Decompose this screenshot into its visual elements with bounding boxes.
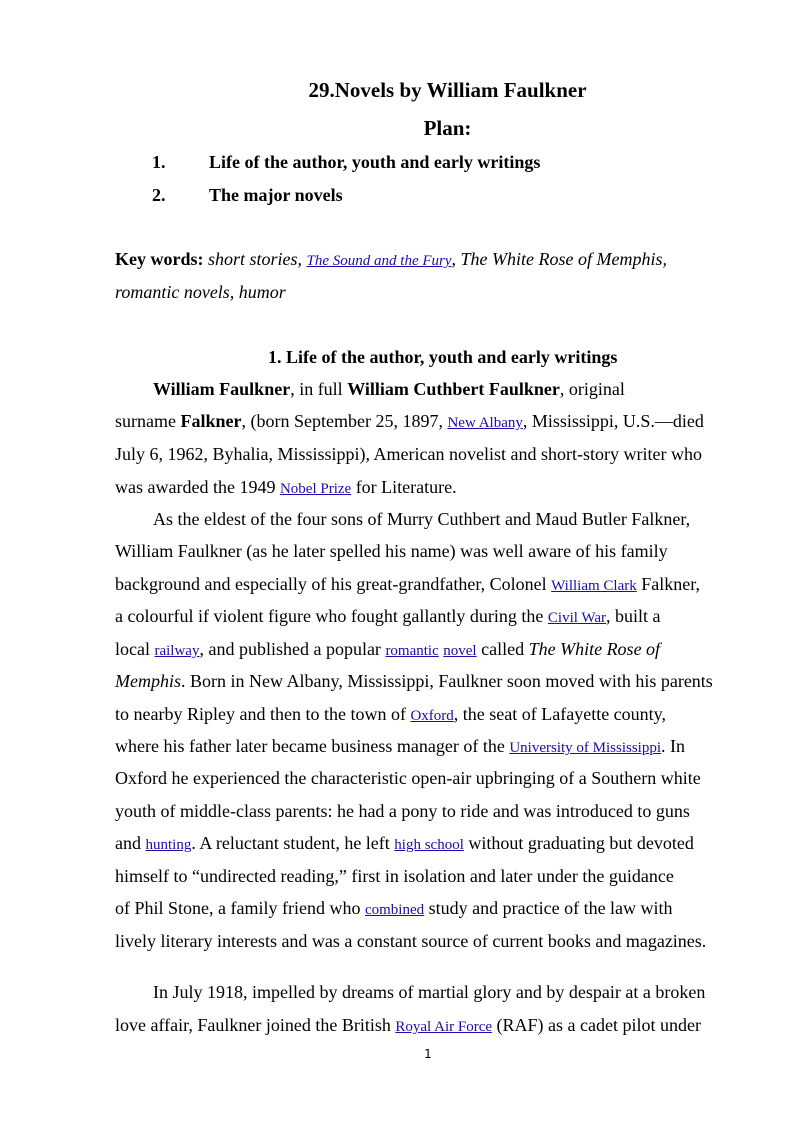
link-railway[interactable]: railway: [154, 643, 200, 659]
plan-heading: Plan:: [423, 116, 472, 140]
para2-line-4: [115, 604, 661, 630]
bold-full-name: William Cuthbert Faulkner: [347, 379, 560, 399]
bold-name: William Faulkner: [153, 379, 291, 399]
keyword-term: , The White Rose of Memphis,: [451, 249, 667, 269]
text-run: was awarded the 1949: [115, 477, 280, 497]
plan-item-number: 1.: [152, 152, 166, 172]
italic-title: Memphis: [115, 671, 181, 691]
bold-surname: Falkner: [180, 411, 242, 431]
para3-line-2: [115, 1013, 701, 1039]
text-run: , in full: [290, 379, 348, 399]
document-title: 29.Novels by William Faulkner: [308, 78, 587, 102]
keyword-term: short stories,: [203, 249, 307, 269]
link-hunting[interactable]: hunting: [145, 837, 192, 853]
para2-line-8: [115, 734, 685, 760]
para2-line-2: William Faulkner (as he later spelled his name) was well aware of his family: [115, 541, 668, 561]
text-run: study and practice of the law with: [424, 898, 673, 918]
link-romantic[interactable]: romantic: [385, 643, 439, 659]
text-run: Falkner,: [636, 574, 701, 594]
text-run: and: [115, 833, 146, 853]
text-run: a colourful if violent figure who fought gallantly during the: [115, 606, 548, 626]
para2-line-3: [115, 572, 700, 598]
para2-line-11: [115, 831, 694, 857]
text-run: surname: [115, 411, 181, 431]
link-civil-war[interactable]: Civil War: [547, 610, 607, 626]
keywords-label: Key words:: [115, 249, 204, 269]
text-run: love affair, Faulkner joined the British: [115, 1015, 396, 1035]
para2-line-5: [115, 637, 660, 663]
link-high-school[interactable]: high school: [394, 837, 464, 853]
text-run: , built a: [606, 606, 661, 626]
link-royal-air-force[interactable]: Royal Air Force: [395, 1019, 493, 1035]
para2-line-10: youth of middle-class parents: he had a pony to ride and was introduced to guns: [115, 801, 690, 821]
text-run: , (born September 25, 1897,: [241, 411, 448, 431]
text-run: , Mississippi, U.S.—died: [522, 411, 704, 431]
keywords-line-1: [115, 247, 667, 273]
link-sound-and-the-fury[interactable]: The Sound and the Fury: [306, 253, 452, 269]
link-new-albany[interactable]: New Albany: [447, 415, 523, 431]
para2-line-7: [115, 702, 666, 728]
page-number: 1: [424, 1047, 432, 1061]
text-run: . A reluctant student, he left: [191, 833, 395, 853]
para1-line-1: [153, 377, 625, 401]
text-run: , and published a popular: [199, 639, 386, 659]
link-william-clark[interactable]: William Clark: [551, 578, 637, 594]
text-run: local: [115, 639, 155, 659]
text-run: where his father later became business manager of the: [115, 736, 510, 756]
text-run: , original: [559, 379, 625, 399]
link-nobel-prize[interactable]: Nobel Prize: [279, 481, 352, 497]
para3-line-1: In July 1918, impelled by dreams of martial glory and by despair at a broken: [153, 982, 706, 1002]
link-novel[interactable]: novel: [443, 643, 477, 659]
text-run: of Phil Stone, a family friend who: [115, 898, 365, 918]
italic-title: The White Rose of: [528, 639, 661, 659]
para2-line-9: Oxford he experienced the characteristic open-air upbringing of a Southern white: [115, 768, 701, 788]
text-run: called: [476, 639, 529, 659]
text-run: for Literature.: [351, 477, 457, 497]
link-university-of-mississippi[interactable]: University of Mississippi: [509, 740, 662, 756]
para1-line-2: [115, 409, 704, 435]
para2-line-14: lively literary interests and was a constant source of current books and magazines.: [115, 931, 707, 951]
para2-line-6: [115, 669, 713, 693]
para1-line-4: [115, 475, 457, 501]
text-run: . Born in New Albany, Mississippi, Faulkner soon moved with his parents: [181, 671, 713, 691]
plan-item-text: Life of the author, youth and early writings: [209, 152, 541, 172]
para2-line-12: himself to “undirected reading,” first in isolation and later under the guidance: [115, 866, 674, 886]
keywords-line-2: romantic novels, humor: [115, 282, 286, 302]
para2-line-13: [115, 896, 673, 922]
link-combined[interactable]: combined: [364, 902, 425, 918]
text-run: (RAF) as a cadet pilot under: [492, 1015, 701, 1035]
text-run: without graduating but devoted: [463, 833, 694, 853]
para1-line-3: July 6, 1962, Byhalia, Mississippi), American novelist and short-story writer who: [115, 444, 702, 464]
plan-item-number: 2.: [152, 185, 166, 205]
section-heading: 1. Life of the author, youth and early writings: [268, 347, 618, 367]
text-run: background and especially of his great-grandfather, Colonel: [115, 574, 552, 594]
text-run: . In: [661, 736, 686, 756]
para2-line-1: As the eldest of the four sons of Murry Cuthbert and Maud Butler Falkner,: [153, 509, 691, 529]
text-run: , the seat of Lafayette county,: [453, 704, 667, 724]
link-oxford[interactable]: Oxford: [410, 708, 454, 724]
text-run: to nearby Ripley and then to the town of: [115, 704, 411, 724]
plan-item-text: The major novels: [209, 185, 343, 205]
